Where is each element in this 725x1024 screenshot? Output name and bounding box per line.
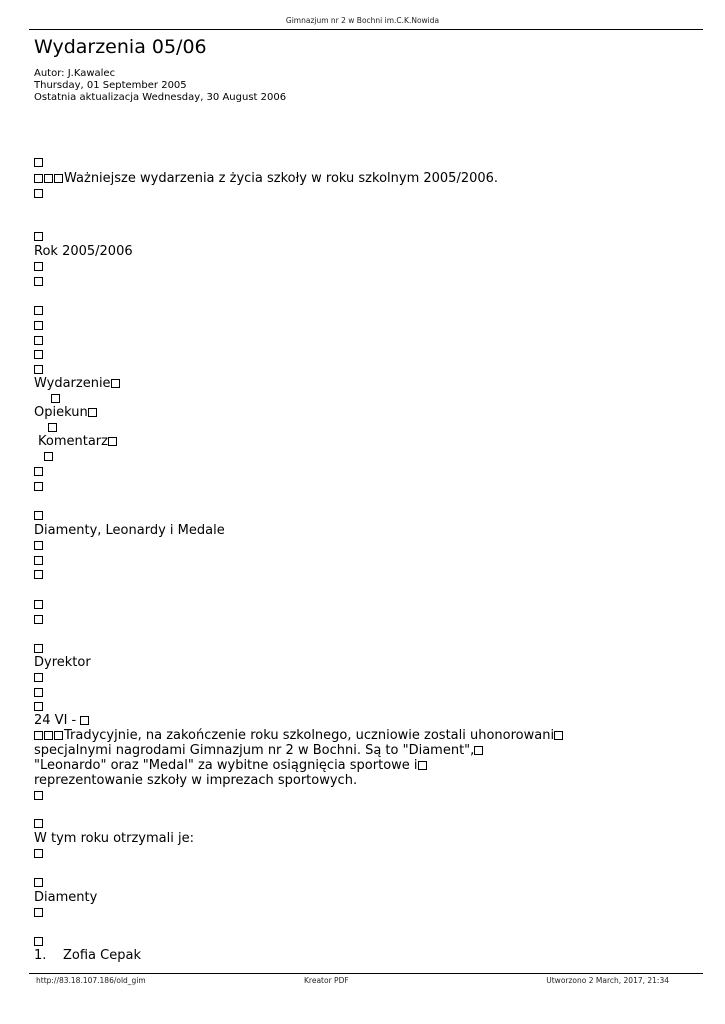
footer-url: http://83.18.107.186/old_gim <box>36 976 146 985</box>
column-header-event-label: Wydarzenie <box>34 376 111 391</box>
missing-glyph-icon <box>34 600 43 609</box>
received-heading: W tym roku otrzymali je: <box>34 831 194 846</box>
missing-glyph-icon <box>34 644 43 653</box>
event-title: Diamenty, Leonardy i Medale <box>34 523 225 538</box>
list-item <box>34 948 141 963</box>
missing-glyph-icon <box>34 277 43 286</box>
missing-glyph-icon <box>54 174 63 183</box>
description-text: "Leonardo" oraz "Medal" za wybitne osiągnięcia sportowe i <box>34 758 418 773</box>
missing-glyph-icon <box>34 365 43 374</box>
missing-glyph-icon <box>108 437 117 446</box>
header-divider <box>29 29 703 30</box>
missing-glyph-icon <box>418 761 427 770</box>
missing-glyph-icon <box>54 731 63 740</box>
missing-glyph-icon <box>34 908 43 917</box>
missing-glyph-icon <box>554 731 563 740</box>
missing-glyph-icon <box>111 379 120 388</box>
missing-glyph-icon <box>34 702 43 711</box>
footer-divider <box>29 973 703 974</box>
article-date: Thursday, 01 September 2005 <box>34 80 187 91</box>
intro-text: Ważniejsze wydarzenia z życia szkoły w roku szkolnym 2005/2006. <box>64 171 499 186</box>
missing-glyph-icon <box>88 408 97 417</box>
missing-glyph-icon <box>44 452 53 461</box>
missing-glyph-icon <box>34 791 43 800</box>
description-text: Tradycyjnie, na zakończenie roku szkolnego, uczniowie zostali uhonorowani <box>64 728 555 743</box>
missing-glyph-icon <box>34 731 43 740</box>
column-header-comment <box>38 434 118 449</box>
column-header-comment-label: Komentarz <box>38 434 108 449</box>
description-line <box>34 773 357 788</box>
missing-glyph-icon <box>34 350 43 359</box>
missing-glyph-icon <box>34 819 43 828</box>
article-author: Autor: J.Kawalec <box>34 68 116 79</box>
missing-glyph-icon <box>34 673 43 682</box>
missing-glyph-icon <box>34 688 43 697</box>
description-text: reprezentowanie szkoły w imprezach sportowych. <box>34 773 358 788</box>
article-title: Wydarzenia 05/06 <box>34 36 207 58</box>
missing-glyph-icon <box>48 423 57 432</box>
list-name: Zofia Cepak <box>63 948 141 963</box>
missing-glyph-icon <box>34 878 43 887</box>
missing-glyph-icon <box>474 746 483 755</box>
event-guardian: Dyrektor <box>34 655 91 670</box>
missing-glyph-icon <box>34 570 43 579</box>
description-text: specjalnymi nagrodami Gimnazjum nr 2 w Bochni. Są to "Diament", <box>34 743 475 758</box>
description-line <box>34 728 564 743</box>
article-updated: Ostatnia aktualizacja Wednesday, 30 August 2006 <box>34 92 287 103</box>
missing-glyph-icon <box>34 482 43 491</box>
description-line <box>34 758 428 773</box>
event-date <box>34 713 90 728</box>
missing-glyph-icon <box>44 731 53 740</box>
column-header-event <box>34 376 121 391</box>
column-header-guardian <box>34 405 98 420</box>
column-header-guardian-label: Opiekun <box>34 405 88 420</box>
missing-glyph-icon <box>34 232 43 241</box>
description-line <box>34 743 484 758</box>
event-date-text: 24 VI - <box>34 713 81 728</box>
list-number: 1. <box>34 948 47 963</box>
year-heading: Rok 2005/2006 <box>34 244 133 259</box>
missing-glyph-icon <box>34 849 43 858</box>
footer-generator: Kreator PDF <box>304 976 349 985</box>
missing-glyph-icon <box>34 511 43 520</box>
missing-glyph-icon <box>34 541 43 550</box>
missing-glyph-icon <box>34 467 43 476</box>
missing-glyph-icon <box>34 321 43 330</box>
missing-glyph-icon <box>44 174 53 183</box>
missing-glyph-icon <box>34 189 43 198</box>
missing-glyph-icon <box>51 394 60 403</box>
missing-glyph-icon <box>34 262 43 271</box>
missing-glyph-icon <box>80 716 89 725</box>
missing-glyph-icon <box>34 336 43 345</box>
missing-glyph-icon <box>34 937 43 946</box>
intro-line <box>34 171 498 186</box>
missing-glyph-icon <box>34 615 43 624</box>
missing-glyph-icon <box>34 556 43 565</box>
diamonds-heading: Diamenty <box>34 890 98 905</box>
footer-created: Utworzono 2 March, 2017, 21:34 <box>546 976 669 985</box>
missing-glyph-icon <box>34 174 43 183</box>
page-header: Gimnazjum nr 2 w Bochni im.C.K.Nowida <box>285 16 440 25</box>
missing-glyph-icon <box>34 158 43 167</box>
missing-glyph-icon <box>34 306 43 315</box>
